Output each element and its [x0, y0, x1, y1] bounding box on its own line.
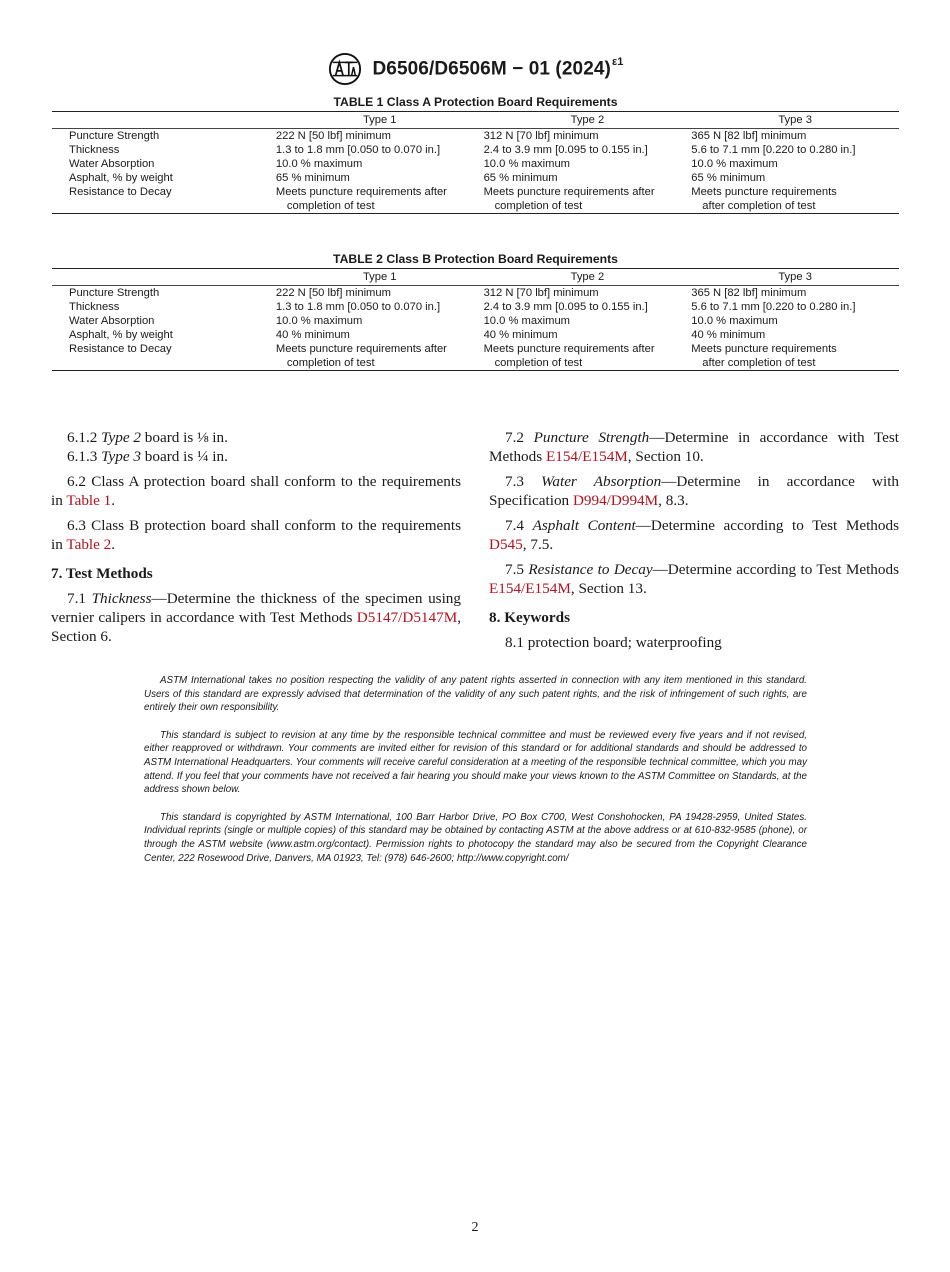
- table-row: [52, 157, 899, 171]
- paragraph-7-3: 7.3 Water Absorption—Determine in accordance with Specification D994/D994M, 8.3.: [489, 473, 900, 509]
- page-number: 2: [471, 1220, 479, 1235]
- property-cell: Thickness: [69, 144, 120, 156]
- property-cell: Water Absorption: [69, 158, 155, 170]
- section-heading-7: 7. Test Methods: [51, 565, 153, 582]
- property-cell: Resistance to Decay: [69, 186, 172, 198]
- value-cell: Meets puncture requirements after completion of test: [483, 343, 655, 369]
- astm-logo-icon: [326, 52, 364, 86]
- value-cell: 2.4 to 3.9 mm [0.095 to 0.155 in.]: [483, 144, 648, 156]
- value-cell: 312 N [70 lbf] minimum: [483, 130, 599, 142]
- property-cell: Asphalt, % by weight: [69, 329, 173, 341]
- value-cell: 40 % minimum: [691, 329, 766, 341]
- paragraph-6-1-3: 6.1.3 Type 3 board is ¼ in.: [67, 448, 228, 465]
- paragraph-8-1: 8.1 protection board; waterproofing: [505, 634, 722, 651]
- value-cell: 365 N [82 lbf] minimum: [691, 287, 807, 299]
- table-2-link[interactable]: Table 2: [66, 536, 112, 553]
- paragraph-6-1-2: 6.1.2 Type 2 board is ⅛ in.: [67, 429, 228, 446]
- paragraph-6-3: 6.3 Class B protection board shall conform to the requirements in Table 2.: [51, 517, 461, 553]
- column-header: Type 3: [778, 271, 812, 283]
- value-cell: 5.6 to 7.1 mm [0.220 to 0.280 in.]: [691, 301, 856, 313]
- table-row: [52, 328, 899, 342]
- value-cell: 222 N [50 lbf] minimum: [275, 287, 391, 299]
- value-cell: Meets puncture requirements after completion of test: [275, 186, 447, 212]
- value-cell: 40 % minimum: [275, 329, 350, 341]
- property-cell: Thickness: [69, 301, 120, 313]
- table-1: [52, 93, 899, 214]
- value-cell: 5.6 to 7.1 mm [0.220 to 0.280 in.]: [691, 144, 856, 156]
- table-header-row: [52, 269, 899, 286]
- column-header: Type 2: [570, 271, 605, 283]
- d545-link[interactable]: D545: [489, 536, 523, 553]
- document-header: [0, 52, 950, 91]
- column-header: [52, 269, 276, 286]
- table-header-row: [52, 112, 899, 129]
- requirements-table: [52, 111, 899, 214]
- value-cell: 1.3 to 1.8 mm [0.050 to 0.070 in.]: [275, 144, 441, 156]
- value-cell: 10.0 % maximum: [483, 158, 570, 170]
- astm-notices: [144, 674, 807, 879]
- value-cell: 65 % minimum: [483, 172, 558, 184]
- property-cell: Resistance to Decay: [69, 343, 172, 355]
- standard-designation: D6506/D6506M − 01 $(2024)^{\varepsilon 1}$: [372, 55, 624, 80]
- property-cell: Puncture Strength: [69, 130, 160, 142]
- table-row: [52, 286, 899, 301]
- value-cell: 365 N [82 lbf] minimum: [691, 130, 807, 142]
- value-cell: 1.3 to 1.8 mm [0.050 to 0.070 in.]: [275, 301, 441, 313]
- value-cell: 10.0 % maximum: [275, 315, 363, 327]
- value-cell: 2.4 to 3.9 mm [0.095 to 0.155 in.]: [483, 301, 648, 313]
- table-row: [52, 129, 899, 144]
- value-cell: 10.0 % maximum: [275, 158, 363, 170]
- value-cell: Meets puncture requirements after completion of test: [275, 343, 447, 369]
- table-row: [52, 185, 899, 214]
- table-row: [52, 342, 899, 371]
- property-cell: Water Absorption: [69, 315, 155, 327]
- value-cell: 10.0 % maximum: [483, 315, 570, 327]
- paragraph-7-5: 7.5 Resistance to Decay—Determine according to Test Methods E154/E154M, Section 13.: [489, 561, 899, 597]
- column-header: Type 3: [778, 114, 812, 126]
- paragraph-6-2: 6.2 Class A protection board shall conform to the requirements in Table 1.: [51, 473, 461, 509]
- copyright-notice: This standard is copyrighted by ASTM International, 100 Barr Harbor Drive, PO Box C700, West Conshohocken, PA 19428-2959, United States. Individual reprints (single or multiple copies) of this standard may be obtained by contacting ASTM at the above address or at 610-832-9585 (phone), or through the ASTM website (www.astm.org/contact). Permission rights to photocopy the standard may also be secured from the Copyright Clearance Center, 222 Rosewood Drive, Danvers, MA 01923, Tel: (978) 646-2600; http://www.copyright.com/: [144, 811, 807, 864]
- paragraph-7-4: 7.4 Asphalt Content—Determine according to Test Methods D545, 7.5.: [489, 517, 899, 553]
- e154-link[interactable]: E154/E154M: [489, 580, 571, 597]
- epsilon-superscript: ε1: [611, 55, 624, 68]
- property-cell: Puncture Strength: [69, 287, 160, 299]
- column-header: Type 2: [570, 114, 605, 126]
- d994-link[interactable]: D994/D994M: [572, 492, 659, 509]
- value-cell: Meets puncture requirements after completion of test: [691, 343, 837, 369]
- value-cell: 10.0 % maximum: [691, 315, 778, 327]
- column-header: [52, 112, 276, 129]
- table-caption: TABLE 2 Class B Protection Board Requirements: [333, 252, 618, 266]
- column-header: Type 1: [362, 271, 397, 283]
- value-cell: Meets puncture requirements after completion of test: [483, 186, 655, 212]
- value-cell: Meets puncture requirements after completion of test: [691, 186, 837, 212]
- requirements-table: [52, 268, 899, 371]
- paragraph-7-2: 7.2 Puncture Strength—Determine in accordance with Test Methods E154/E154M, Section 10.: [489, 429, 899, 465]
- d5147-link[interactable]: D5147/D5147M: [356, 609, 458, 626]
- value-cell: 222 N [50 lbf] minimum: [275, 130, 391, 142]
- right-column: [489, 428, 899, 658]
- value-cell: 65 % minimum: [275, 172, 350, 184]
- e154-link[interactable]: E154/E154M: [545, 448, 628, 465]
- left-column: [51, 428, 461, 652]
- patent-notice: ASTM International takes no position respecting the validity of any patent rights asserted in connection with any item mentioned in this standard. Users of this standard are expressly advised that determination of the validity of any such patent rights, and the risk of infringement of such rights, are entirely their own responsibility.: [144, 675, 807, 714]
- paragraph-7-1: 7.1 Thickness—Determine the thickness of the specimen using vernier calipers in accordance with Test Methods D5147/D5147M, Section 6.: [51, 590, 462, 645]
- table-row: [52, 171, 899, 185]
- table-row: [52, 300, 899, 314]
- value-cell: 65 % minimum: [691, 172, 766, 184]
- value-cell: 312 N [70 lbf] minimum: [483, 287, 599, 299]
- column-header: Type 1: [362, 114, 397, 126]
- property-cell: Asphalt, % by weight: [69, 172, 173, 184]
- section-heading-8: 8. Keywords: [489, 609, 570, 626]
- table-row: [52, 314, 899, 328]
- table-caption: TABLE 1 Class A Protection Board Requirements: [333, 95, 618, 109]
- value-cell: 10.0 % maximum: [691, 158, 778, 170]
- table-2: [52, 250, 899, 371]
- table-1-link[interactable]: Table 1: [66, 492, 112, 509]
- value-cell: 40 % minimum: [483, 329, 558, 341]
- table-row: [52, 143, 899, 157]
- revision-notice: This standard is subject to revision at any time by the responsible technical committee and must be reviewed every five years and if not revised, either reapproved or withdrawn. Your comments are invited either for revision of this standard or for additional standards and should be addressed to ASTM International Headquarters. Your comments will receive careful consideration at a meeting of the responsible technical committee, which you may attend. If you feel that your comments have not received a fair hearing you should make your views known to the ASTM Committee on Standards, at the address shown below.: [144, 729, 807, 796]
